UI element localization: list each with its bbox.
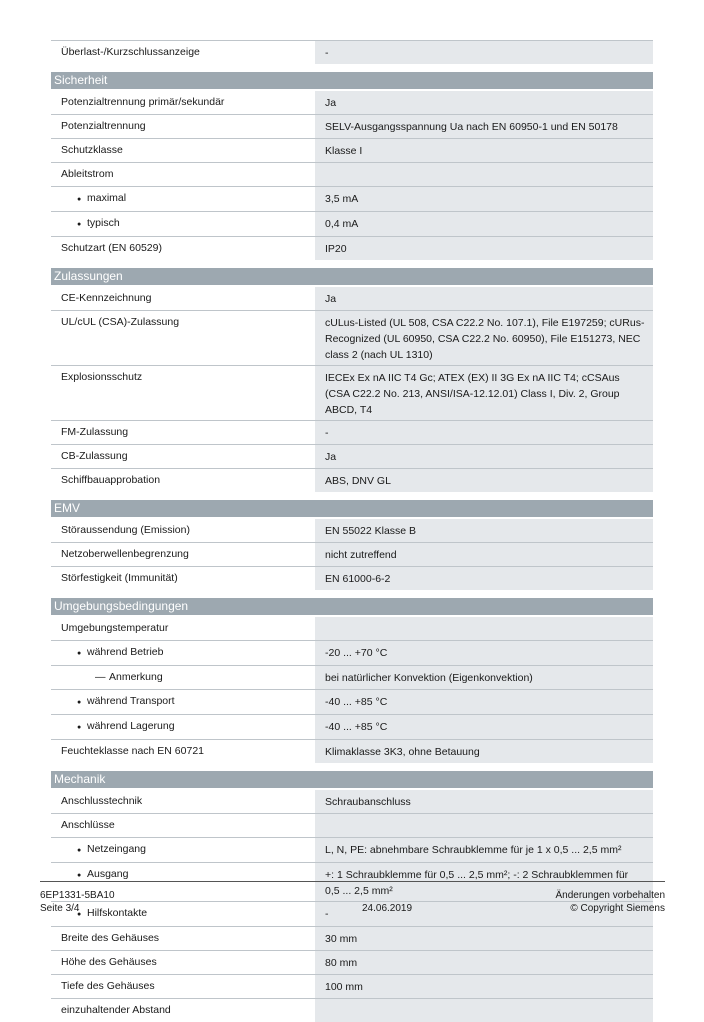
row-value-text: IP20: [325, 243, 347, 255]
row-value: [315, 445, 653, 468]
row-value-text: 0,4 mA: [325, 218, 359, 230]
row-value: [315, 163, 653, 186]
table-row: [51, 287, 653, 310]
section-header: EMV: [51, 500, 653, 519]
table-row: [51, 40, 653, 64]
row-value: [315, 951, 653, 974]
table-row: [51, 138, 653, 162]
row-label: [51, 927, 315, 950]
table-row: [51, 310, 653, 365]
row-value-text: -40 ... +85 °C: [325, 696, 388, 708]
row-value: [315, 421, 653, 444]
footer-right: [555, 889, 665, 915]
article-number: 6EP1331-5BA10: [40, 890, 115, 901]
row-label: [51, 999, 315, 1022]
bullet-icon: ●: [77, 872, 82, 879]
row-value-text: [325, 816, 645, 818]
table-row: [51, 420, 653, 444]
row-label: [51, 641, 315, 665]
table-row: [51, 837, 653, 862]
row-value-text: [325, 1001, 645, 1003]
row-value: [315, 212, 653, 236]
row-label-text: während Lagerung: [87, 720, 175, 732]
row-value: [315, 287, 653, 310]
footer-left: [40, 889, 115, 915]
row-label-text: CB-Zulassung: [61, 450, 128, 462]
table-row: [51, 926, 653, 950]
row-value: [315, 927, 653, 950]
row-label: [51, 814, 315, 837]
row-value: [315, 641, 653, 665]
row-label: [51, 212, 315, 236]
table-row: [51, 617, 653, 640]
row-value-text: -: [325, 427, 329, 439]
row-value-text: Schraubanschluss: [325, 796, 411, 808]
table-row: [51, 444, 653, 468]
row-value-text: Ja: [325, 293, 337, 305]
row-label-text: Anschlusstechnik: [61, 795, 143, 807]
row-value: [315, 91, 653, 114]
row-label-text: Anmerkung: [109, 671, 163, 683]
row-value-text: cULus-Listed (UL 508, CSA C22.2 No. 107.1), File E197259; cURus-Recognized (UL 60950, CSA C22.2 No. 60950), File E151273, NEC class 2 (nach UL 1310): [325, 317, 645, 361]
row-label-text: während Transport: [87, 695, 175, 707]
table-row: [51, 974, 653, 998]
bullet-icon: ●: [77, 724, 82, 731]
row-label: [51, 838, 315, 862]
table-row: [51, 998, 653, 1022]
row-label: [51, 740, 315, 763]
row-label: [51, 975, 315, 998]
row-label-text: Tiefe des Gehäuses: [61, 980, 155, 992]
row-label-text: Höhe des Gehäuses: [61, 956, 157, 968]
row-value: [315, 814, 653, 837]
row-value-text: -: [325, 908, 329, 920]
row-value-text: Ja: [325, 451, 337, 463]
copyright-text: © Copyright Siemens: [570, 903, 665, 914]
row-label: [51, 617, 315, 640]
row-value-text: L, N, PE: abnehmbare Schraubklemme für je 1 x 0,5 ... 2,5 mm²: [325, 844, 622, 856]
row-value-text: bei natürlicher Konvektion (Eigenkonvektion): [325, 672, 533, 684]
section-header: Sicherheit: [51, 72, 653, 91]
row-label-text: Störfestigkeit (Immunität): [61, 572, 178, 584]
row-label-text: typisch: [87, 217, 120, 229]
row-value: [315, 115, 653, 138]
row-label-text: Explosionsschutz: [61, 371, 143, 383]
row-label-text: Schutzklasse: [61, 144, 123, 156]
change-notice: Änderungen vorbehalten: [555, 890, 665, 901]
row-label: [51, 366, 315, 420]
row-label-text: Hilfskontakte: [87, 907, 148, 919]
row-label: [51, 421, 315, 444]
row-value-text: nicht zutreffend: [325, 549, 397, 561]
row-label: [51, 91, 315, 114]
section-header: Mechanik: [51, 771, 653, 790]
bullet-icon: ●: [77, 911, 82, 918]
row-label-text: Ableitstrom: [61, 168, 114, 180]
row-label-text: CE-Kennzeichnung: [61, 292, 152, 304]
row-value-text: EN 55022 Klasse B: [325, 525, 417, 537]
row-value-text: [325, 165, 645, 167]
section-header: Umgebungsbedingungen: [51, 598, 653, 617]
row-label: [51, 187, 315, 211]
row-label: [51, 951, 315, 974]
row-value: [315, 740, 653, 763]
table-row: [51, 91, 653, 114]
row-value-text: -20 ... +70 °C: [325, 647, 388, 659]
table-row: [51, 519, 653, 542]
row-label-text: Schiffbauapprobation: [61, 474, 161, 486]
table-row: [51, 813, 653, 837]
row-value-text: 30 mm: [325, 933, 358, 945]
row-value-text: [325, 619, 645, 621]
datasheet: [51, 40, 653, 1022]
row-value: [315, 366, 653, 420]
row-label: [51, 445, 315, 468]
dash-icon: —: [95, 671, 106, 683]
row-value-text: IECEx Ex nA IIC T4 Gc; ATEX (EX) II 3G Ex nA IIC T4; cCSAus (CSA C22.2 No. 213, ANSI/ISA-12.12.01) Class I, Div. 2, Group ABCD, T4: [325, 372, 620, 416]
row-label: [51, 115, 315, 138]
row-label-text: Feuchteklasse nach EN 60721: [61, 745, 205, 757]
row-label-text: FM-Zulassung: [61, 426, 129, 438]
table-row: [51, 790, 653, 813]
table-row: [51, 950, 653, 974]
row-label: [51, 567, 315, 590]
table-row: [51, 114, 653, 138]
row-value: [315, 975, 653, 998]
table-row: [51, 739, 653, 763]
row-value-text: Klimaklasse 3K3, ohne Betauung: [325, 746, 480, 758]
row-label: Überlast-/Kurzschlussanzeige: [51, 41, 315, 64]
row-value: [315, 543, 653, 566]
bullet-icon: ●: [77, 650, 82, 657]
page-number: Seite 3/4: [40, 903, 80, 914]
row-value-text: 100 mm: [325, 981, 363, 993]
table-row: [51, 640, 653, 665]
table-row: [51, 162, 653, 186]
table-row: [51, 665, 653, 689]
table-row: [51, 186, 653, 211]
row-value: [315, 139, 653, 162]
row-label-text: Potenzialtrennung primär/sekundär: [61, 96, 225, 108]
row-value-text: 3,5 mA: [325, 193, 359, 205]
table-row: [51, 365, 653, 420]
bullet-icon: ●: [77, 847, 82, 854]
row-value: [315, 567, 653, 590]
table-row: [51, 236, 653, 260]
row-label: [51, 790, 315, 813]
row-label: [51, 139, 315, 162]
bullet-icon: ●: [77, 699, 82, 706]
row-label: [51, 690, 315, 714]
row-value: [315, 715, 653, 739]
footer-date: 24.06.2019: [362, 903, 413, 914]
row-label: [51, 163, 315, 186]
row-label-text: Anschlüsse: [61, 819, 115, 831]
row-label: [51, 469, 315, 492]
row-label-text: einzuhaltender Abstand: [61, 1004, 171, 1016]
row-value: [315, 617, 653, 640]
table-row: [51, 689, 653, 714]
row-value: [315, 790, 653, 813]
row-label: [51, 311, 315, 365]
row-label: [51, 715, 315, 739]
row-label-text: Netzeingang: [87, 843, 146, 855]
row-label: [51, 666, 315, 689]
row-value: [315, 666, 653, 689]
row-value-text: Ja: [325, 97, 337, 109]
row-label: [51, 287, 315, 310]
table-row: [51, 542, 653, 566]
row-value: [315, 690, 653, 714]
row-value: [315, 311, 653, 365]
row-label: [51, 543, 315, 566]
row-value-text: ABS, DNV GL: [325, 475, 391, 487]
row-label-text: Ausgang: [87, 868, 129, 880]
row-value-text: Klasse I: [325, 145, 363, 157]
row-value: [315, 838, 653, 862]
row-value-text: EN 61000-6-2: [325, 573, 391, 585]
section-header: Zulassungen: [51, 268, 653, 287]
table-row: [51, 714, 653, 739]
row-value: [315, 469, 653, 492]
row-label-text: während Betrieb: [87, 646, 164, 658]
row-value-text: -40 ... +85 °C: [325, 721, 388, 733]
row-value: [315, 237, 653, 260]
row-value: [315, 519, 653, 542]
row-label-text: Umgebungstemperatur: [61, 622, 169, 634]
row-value-text: 80 mm: [325, 957, 358, 969]
row-label-text: UL/cUL (CSA)-Zulassung: [61, 316, 180, 328]
sections-container: [51, 72, 653, 1022]
row-value: [315, 999, 653, 1022]
bullet-icon: ●: [77, 196, 82, 203]
row-label-text: Netzoberwellenbegrenzung: [61, 548, 189, 560]
row-value: [315, 187, 653, 211]
row-label: [51, 519, 315, 542]
row-label-text: Störaussendung (Emission): [61, 524, 190, 536]
bullet-icon: ●: [77, 221, 82, 228]
table-row: [51, 211, 653, 236]
row-value-text: +: 1 Schraubklemme für 0,5 ... 2,5 mm²; -: 2 Schraubklemmen für 0,5 ... 2,5 mm²: [325, 869, 629, 897]
row-value-text: SELV-Ausgangsspannung Ua nach EN 60950-1 und EN 50178: [325, 121, 618, 133]
table-row: [51, 566, 653, 590]
row-label-text: Breite des Gehäuses: [61, 932, 160, 944]
row-label-text: Schutzart (EN 60529): [61, 242, 162, 254]
row-value: -: [315, 41, 653, 64]
row-label-text: maximal: [87, 192, 127, 204]
row-label: [51, 237, 315, 260]
table-row: [51, 468, 653, 492]
row-label-text: Potenzialtrennung: [61, 120, 146, 132]
